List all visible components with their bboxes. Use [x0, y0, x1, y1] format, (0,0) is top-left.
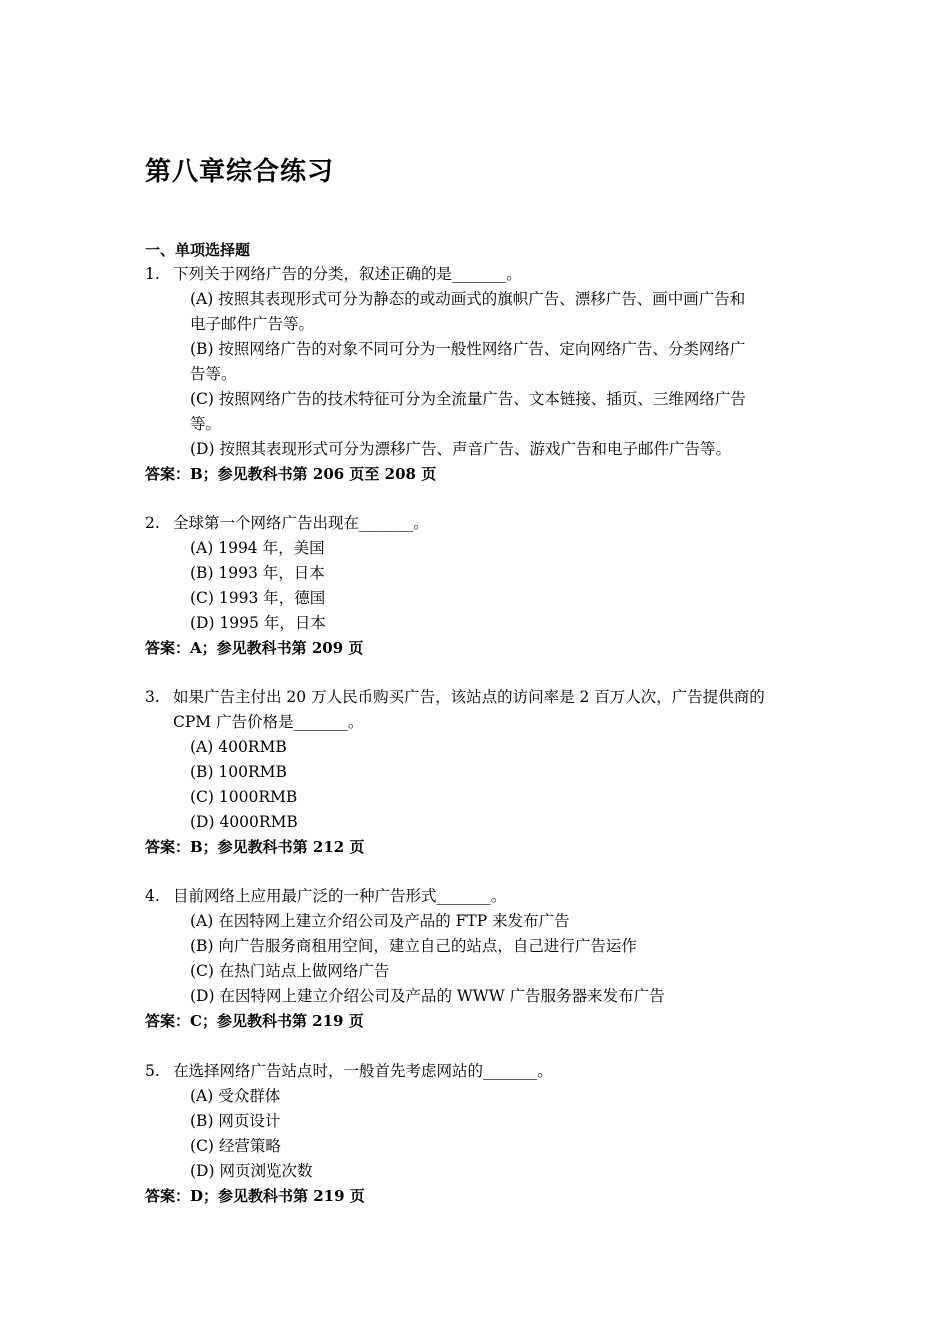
question-3 — [145, 685, 825, 860]
option-d: (D) 在因特网上建立介绍公司及产品的 WWW 广告服务器来发布广告 — [190, 987, 665, 1005]
option-a: (A) 受众群体 — [190, 1087, 281, 1105]
answer-line: 答案：D；参见教科书第 219 页 — [145, 1187, 365, 1205]
option-b: (B) 网页设计 — [190, 1112, 281, 1130]
question-4 — [145, 884, 825, 1034]
question-2 — [145, 511, 825, 661]
question-1 — [145, 262, 825, 487]
question-text: 在选择网络广告站点时，一般首先考虑网站的_______。 — [173, 1062, 553, 1080]
question-stem — [145, 685, 825, 710]
option-b-line-2: 告等。 — [190, 365, 237, 383]
question-number: 1. — [145, 265, 160, 283]
question-stem — [145, 511, 825, 536]
answer-line: 答案：B；参见教科书第 212 页 — [145, 838, 365, 856]
option-a: (A) 在因特网上建立介绍公司及产品的 FTP 来发布广告 — [190, 912, 570, 930]
question-5 — [145, 1059, 825, 1209]
question-text: 下列关于网络广告的分类，叙述正确的是_______。 — [173, 265, 522, 283]
question-number: 2. — [145, 514, 160, 532]
answer-line: 答案：A；参见教科书第 209 页 — [145, 639, 364, 657]
question-text: 全球第一个网络广告出现在_______。 — [173, 514, 429, 532]
option-b: (B) 向广告服务商租用空间，建立自己的站点，自己进行广告运作 — [190, 937, 637, 955]
option-c: (C) 在热门站点上做网络广告 — [190, 962, 390, 980]
option-c-line-1: (C) 按照网络广告的技术特征可分为全流量广告、文本链接、插页、三维网络广告 — [190, 390, 746, 408]
question-text: 如果广告主付出 20 万人民币购买广告，该站点的访问率是 2 百万人次，广告提供商的 — [173, 688, 765, 706]
option-c-line-2: 等。 — [190, 415, 222, 433]
answer-line: 答案：C；参见教科书第 219 页 — [145, 1012, 364, 1030]
question-number: 3. — [145, 688, 160, 706]
question-text: 目前网络上应用最广泛的一种广告形式_______。 — [173, 887, 507, 905]
option-b-line-1: (B) 按照网络广告的对象不同可分为一般性网络广告、定向网络广告、分类网络广 — [190, 340, 746, 358]
option-a: (A) 1994 年，美国 — [190, 539, 325, 557]
option-c: (C) 1000RMB — [190, 788, 298, 806]
question-stem — [145, 884, 825, 909]
chapter-title: 第八章综合练习 — [145, 157, 335, 187]
question-text-continued: CPM 广告价格是_______。 — [173, 713, 364, 731]
question-number: 5. — [145, 1062, 160, 1080]
section-heading: 一、单项选择题 — [145, 241, 251, 259]
option-d: (D) 4000RMB — [190, 813, 298, 831]
option-d-line-1: (D) 按照其表现形式可分为漂移广告、声音广告、游戏广告和电子邮件广告等。 — [190, 440, 731, 458]
option-d: (D) 网页浏览次数 — [190, 1162, 313, 1180]
answer-line: 答案：B；参见教科书第 206 页至 208 页 — [145, 465, 437, 483]
option-a-line-2: 电子邮件广告等。 — [190, 315, 315, 333]
option-a-line-1: (A) 按照其表现形式可分为静态的或动画式的旗帜广告、漂移广告、画中画广告和 — [190, 290, 746, 308]
question-stem — [145, 262, 825, 287]
option-b: (B) 100RMB — [190, 763, 287, 781]
question-number: 4. — [145, 887, 160, 905]
option-a: (A) 400RMB — [190, 738, 287, 756]
option-d: (D) 1995 年，日本 — [190, 614, 326, 632]
option-b: (B) 1993 年，日本 — [190, 564, 325, 582]
option-c: (C) 经营策略 — [190, 1137, 281, 1155]
option-c: (C) 1993 年，德国 — [190, 589, 326, 607]
question-stem — [145, 1059, 825, 1084]
